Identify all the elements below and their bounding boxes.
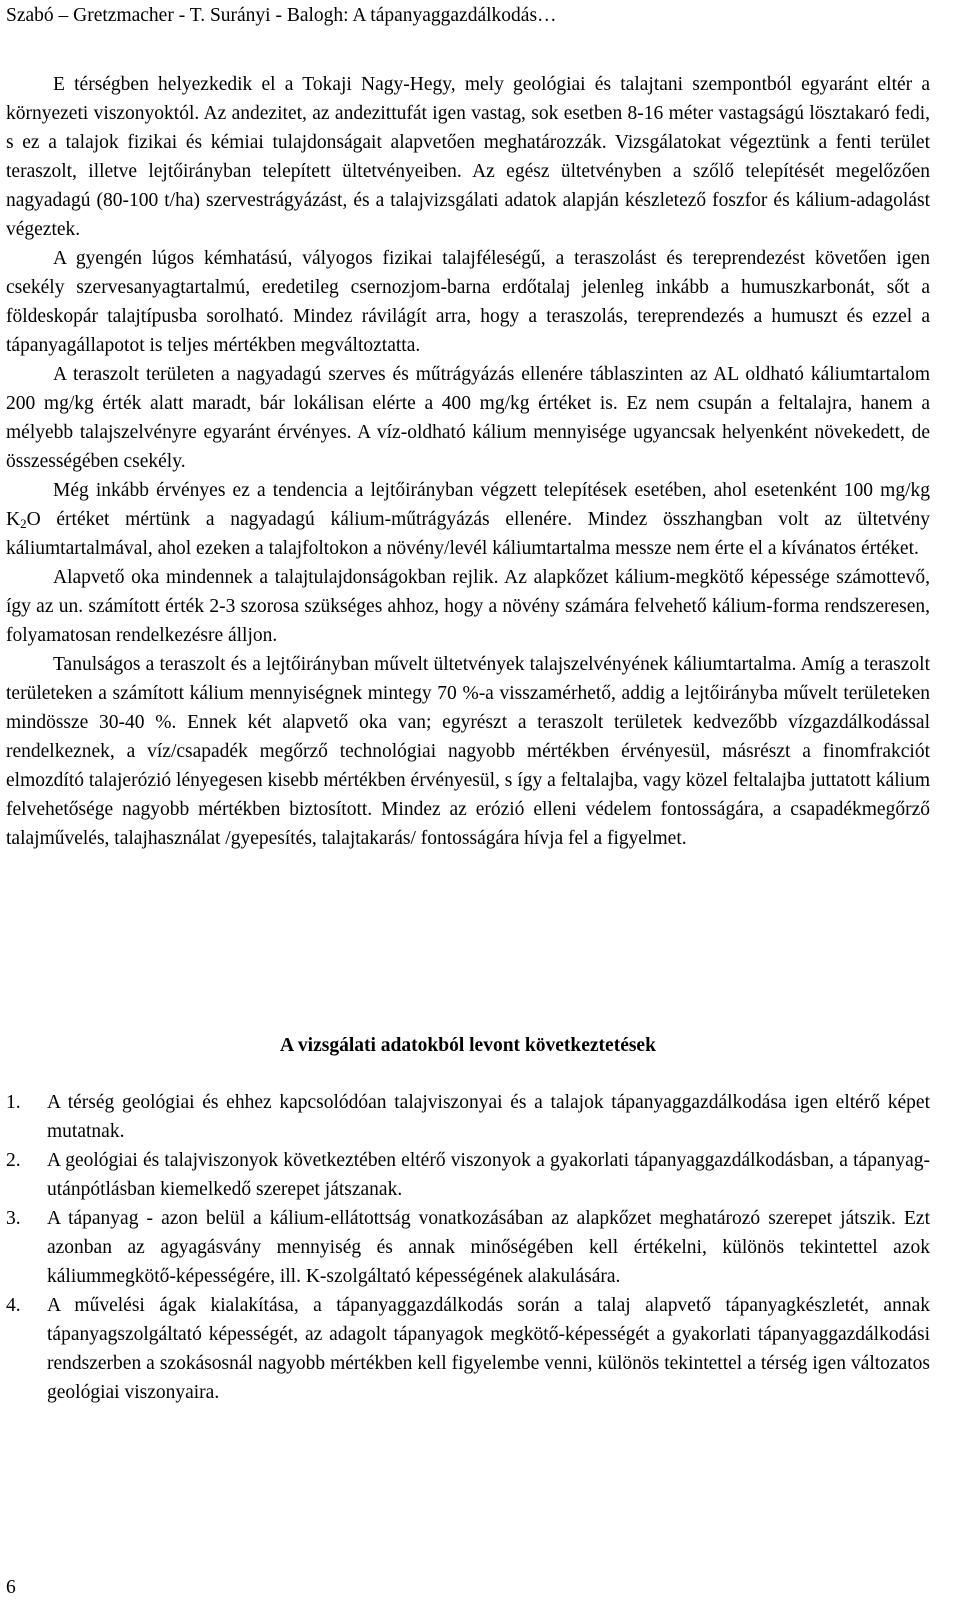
paragraph: A teraszolt területen a nagyadagú szerves és műtrágyázás ellenére táblaszinten az AL oldható káliumtartalom 200 mg/kg érték alatt maradt, bár lokálisan elérte a 400 mg/kg értéket is. Ez nem csupán a feltalajra, hanem a mélyebb talajszelvényre egyaránt érvényes. A víz-oldható kálium mennyisége ugyancsak helyenként növekedett, de összességében csekély. bbox=[6, 364, 930, 472]
list-item bbox=[6, 1088, 930, 1146]
page-number: 6 bbox=[6, 1577, 16, 1598]
list-text: A tápanyag - azon belül a kálium-ellátottság vonatkozásában az alapkőzet meghatározó szerepet játszik. Ezt azonban az agyagásvány mennyiség és annak minőségében kell értékelni, különös tekintettel azok káliummegkötő-képességére, ill. K-szolgáltató képességének alakulására. bbox=[47, 1208, 930, 1287]
paragraph: Alapvető oka mindennek a talajtulajdonságokban rejlik. Az alapkőzet kálium-megkötő képessége számottevő, így az un. számított érték 2-3 szorosa szükséges ahhoz, hogy a növény számára felvehető kálium-forma rendszeresen, folyamatosan rendelkezésre álljon. bbox=[6, 567, 930, 646]
paragraph: E térségben helyezkedik el a Tokaji Nagy-Hegy, mely geológiai és talajtani szempontból egyaránt eltér a környezeti viszonyoktól. Az andezitet, az andezittufát igen vastag, sok esetben 8-16 méter vastagságú lösztakaró fedi, s ez a talajok fizikai és kémiai tulajdonságait alapvetően meghatározzák. Vizsgálatokat végeztünk a fenti terület teraszolt, illetve lejtőirányban telepített ültetvényeiben. Az egész ültetvényben a szőlő telepítését megelőzően nagyadagú (80-100 t/ha) szervestrágyázást, és a talajvizsgálati adatok alapján készletező foszfor és kálium-adagolást végeztek. bbox=[6, 74, 930, 240]
list-number: 3. bbox=[6, 1208, 21, 1229]
list-item bbox=[6, 1146, 930, 1204]
list-text: A térség geológiai és ehhez kapcsolódóan talajviszonyai és a talajok tápanyaggazdálkodása igen eltérő képet mutatnak. bbox=[47, 1092, 930, 1142]
subscript: 2 bbox=[20, 516, 27, 531]
list-text: A művelési ágak kialakítása, a tápanyaggazdálkodás során a talaj alapvető tápanyagkészletét, annak tápanyagszolgáltató képességét, az adagolt tápanyagok megkötő-képességét a gyakorlati tápanyaggazdálkodási rendszerben a szokásosnál nagyobb mértékben kell figyelembe venni, különös tekintettel a térség igen változatos geológiai viszonyaira. bbox=[47, 1295, 930, 1403]
list-item bbox=[6, 1204, 930, 1291]
conclusions-list bbox=[6, 1088, 930, 1407]
list-number: 1. bbox=[6, 1092, 21, 1113]
list-number: 4. bbox=[6, 1295, 21, 1316]
paragraph: Még inkább érvényes ez a tendencia a lejtőirányban végzett telepítések esetében, ahol esetenként 100 mg/kg $K_2O$ értéket mértünk a nagyadagú kálium-műtrágyázás ellenére. Mindez összhangban volt az ültetvény káliumtartalmával, ahol ezeken a talajfoltokon a növény/levél káliumtartalma messze nem érte el a kívánatos értéket. bbox=[6, 480, 930, 559]
running-header: Szabó – Gretzmacher - T. Surányi - Balogh: A tápanyaggazdálkodás… bbox=[6, 5, 557, 26]
list-item bbox=[6, 1291, 930, 1407]
list-number: 2. bbox=[6, 1150, 21, 1171]
paragraph: Tanulságos a teraszolt és a lejtőirányban művelt ültetvények talajszelvényének káliumtartalma. Amíg a teraszolt területeken a számított kálium mennyiségnek mintegy 70 %-a visszamérhető, addig a lejtőirányba művelt területeken mindössze 30-40 %. Ennek két alapvető oka van; egyrészt a teraszolt területek kedvezőbb vízgazdálkodással rendelkeznek, a víz/csapadék megőrző technológiai nagyobb mértékben érvényesül, másrészt a finomfrakciót elmozdító talajerózió lényegesen kisebb mértékben érvényesül, s így a feltalajba, vagy közel feltalajba juttatott kálium felvehetősége nagyobb mértékben biztosított. Mindez az erózió elleni védelem fontosságára, a csapadékmegőrző talajművelés, talajhasználat /gyepesítés, talajtakarás/ fontosságára hívja fel a figyelmet. bbox=[6, 654, 930, 849]
section-title: A vizsgálati adatokból levont következtetések bbox=[280, 1035, 656, 1056]
paragraph: A gyengén lúgos kémhatású, vályogos fizikai talajféleségű, a teraszolást és tereprendezést követően igen csekély szervesanyagtartalmú, eredetileg csernozjom-barna erdőtalaj jelenleg inkább a humuszkarbonát, sőt a földeskopár talajtípusba sorolható. Mindez rávilágít arra, hogy a teraszolás, tereprendezés a humuszt és ezzel a tápanyagállapotot is teljes mértékben megváltoztatta. bbox=[6, 248, 930, 356]
body-text bbox=[6, 70, 930, 853]
list-text: A geológiai és talajviszonyok következtében eltérő viszonyok a gyakorlati tápanyaggazdálkodásban, a tápanyag- utánpótlásban kiemelkedő szerepet játszanak. bbox=[47, 1150, 930, 1200]
